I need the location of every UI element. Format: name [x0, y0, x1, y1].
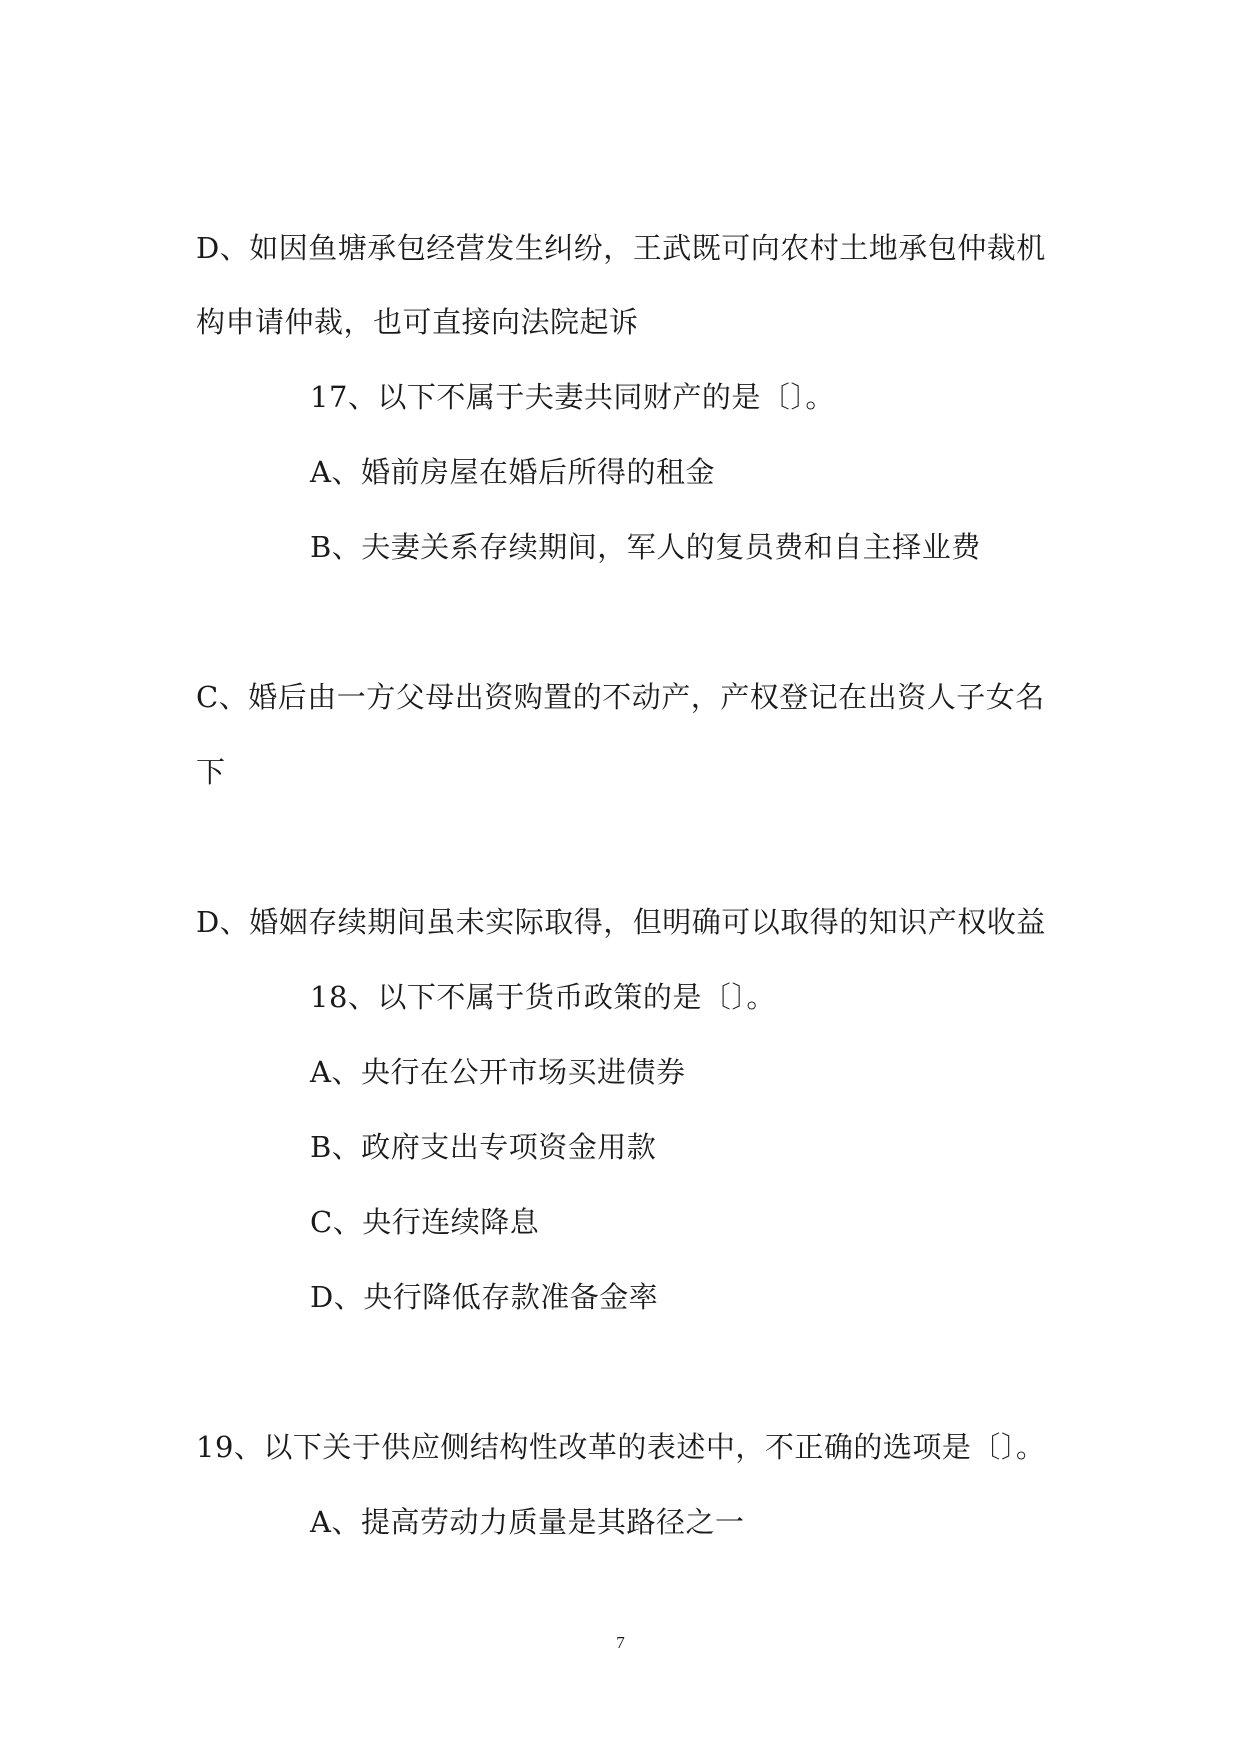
q17-option-c-line-1: C、婚后由一方父母出资购置的不动产，产权登记在出资人子女名	[196, 680, 1045, 714]
page-number: 7	[616, 1633, 625, 1652]
q18-option-b: B、政府支出专项资金用款	[310, 1130, 657, 1164]
q16-option-d-line-1: D、如因鱼塘承包经营发生纠纷，王武既可向农村土地承包仲裁机	[196, 231, 1046, 265]
q18-option-a: A、央行在公开市场买进债券	[310, 1055, 686, 1089]
q18-option-c: C、央行连续降息	[310, 1205, 540, 1239]
question-17: 17、以下不属于夫妻共同财产的是〔〕。	[310, 380, 835, 414]
q17-option-c-line-2: 下	[196, 755, 226, 789]
q17-option-d: D、婚姻存续期间虽未实际取得，但明确可以取得的知识产权收益	[196, 905, 1046, 939]
q17-option-a: A、婚前房屋在婚后所得的租金	[310, 455, 715, 489]
question-18: 18、以下不属于货币政策的是〔〕。	[310, 980, 776, 1014]
q17-option-b: B、夫妻关系存续期间，军人的复员费和自主择业费	[310, 530, 981, 564]
question-19: 19、以下关于供应侧结构性改革的表述中，不正确的选项是〔〕。	[196, 1430, 1046, 1464]
q18-option-d: D、央行降低存款准备金率	[310, 1280, 659, 1314]
q19-option-a: A、提高劳动力质量是其路径之一	[310, 1505, 745, 1539]
q16-option-d-line-2: 构申请仲裁，也可直接向法院起诉	[196, 305, 639, 339]
